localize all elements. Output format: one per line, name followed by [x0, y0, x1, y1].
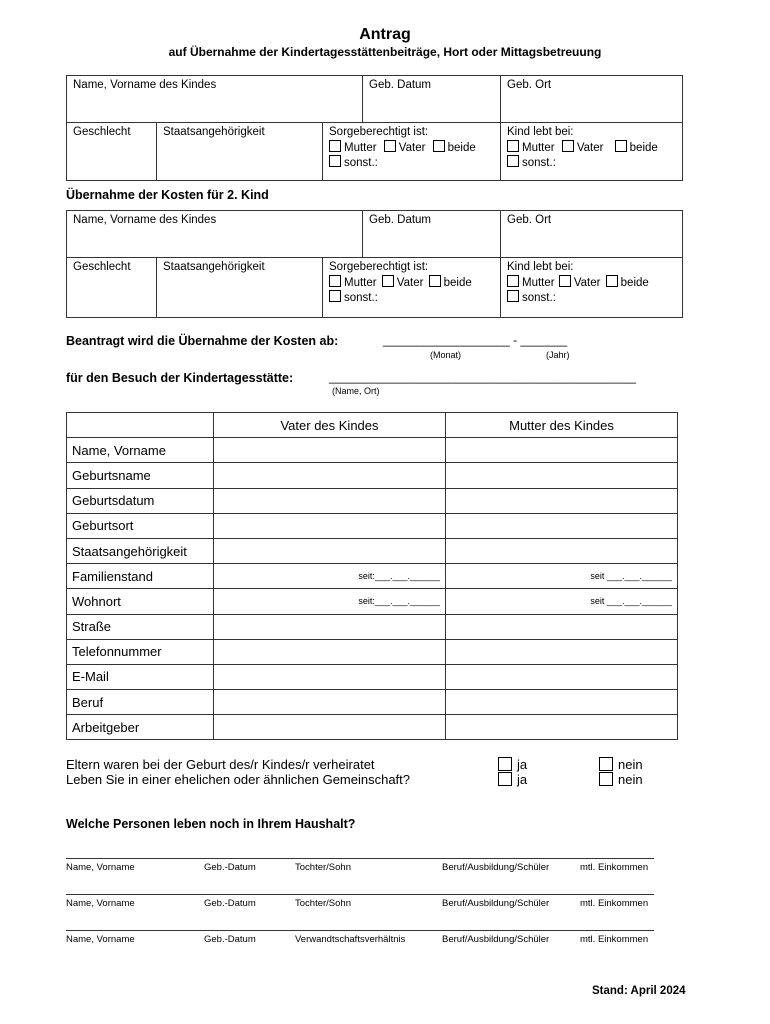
- custody-father-checkbox[interactable]: [384, 140, 396, 152]
- custody-father-label: Vater: [398, 142, 426, 154]
- parents-row-label: Beruf: [67, 690, 214, 715]
- kid2-lives-other-checkbox[interactable]: [507, 290, 519, 302]
- kid-name-field[interactable]: Name, Vorname des Kindes: [67, 76, 363, 123]
- hh3-job-label: Beruf/Ausbildung/Schüler: [442, 934, 550, 945]
- partnership-no-checkbox[interactable]: [599, 772, 613, 786]
- parents-row: [67, 463, 678, 488]
- parents-row: [67, 589, 678, 614]
- father-column-header: Vater des Kindes: [214, 413, 446, 438]
- parents-row-label: E-Mail: [67, 664, 214, 689]
- custody-mother-checkbox[interactable]: [329, 140, 341, 152]
- lives-with-label: Kind lebt bei:: [507, 126, 574, 138]
- kid2-nationality-field[interactable]: Staatsangehörigkeit: [157, 258, 323, 318]
- kid2-lives-father-checkbox[interactable]: [559, 275, 571, 287]
- kid-table-2: [66, 210, 683, 318]
- lives-both-label: beide: [629, 142, 658, 154]
- hh2-child-label: Tochter/Sohn: [295, 898, 351, 909]
- parents-row-label: Geburtsdatum: [67, 488, 214, 513]
- hh3-income-label: mtl. Einkommen: [580, 934, 649, 945]
- parents-row: [67, 513, 678, 538]
- kid2-custody-other-checkbox[interactable]: [329, 290, 341, 302]
- second-kid-heading: Übernahme der Kosten für 2. Kind: [66, 188, 269, 202]
- father-value-cell[interactable]: seit:___.___.______: [214, 564, 446, 589]
- parents-table: [66, 412, 678, 740]
- parents-row-label: Arbeitgeber: [67, 715, 214, 740]
- parents-row: [67, 639, 678, 664]
- kid2-lives-mother-checkbox[interactable]: [507, 275, 519, 287]
- mother-value-cell[interactable]: [446, 639, 678, 664]
- mother-value-cell[interactable]: [446, 614, 678, 639]
- parents-row-label: Geburtsname: [67, 463, 214, 488]
- lives-other-checkbox[interactable]: [507, 155, 519, 167]
- lives-father-checkbox[interactable]: [562, 140, 574, 152]
- kid2-birthdate-field[interactable]: Geb. Datum: [363, 211, 501, 258]
- lives-both-checkbox[interactable]: [615, 140, 627, 152]
- household-line-2[interactable]: [66, 894, 654, 895]
- custody-other-checkbox[interactable]: [329, 155, 341, 167]
- hh1-child-label: Tochter/Sohn: [295, 862, 351, 873]
- lives-father-label: Vater: [576, 142, 604, 154]
- mother-value-cell[interactable]: [446, 690, 678, 715]
- father-value-cell[interactable]: [214, 538, 446, 563]
- father-value-cell[interactable]: [214, 463, 446, 488]
- married-at-birth-question: Eltern waren bei der Geburt des/r Kindes/r verheiratet: [66, 757, 375, 772]
- kid2-custody-other-label: sonst.:: [344, 292, 378, 304]
- custody-other-label: sonst.:: [344, 157, 378, 169]
- parents-row: [67, 715, 678, 740]
- parents-row: [67, 564, 678, 589]
- lives-mother-checkbox[interactable]: [507, 140, 519, 152]
- kid2-lives-father-label: Vater: [573, 277, 601, 289]
- parents-row-label: Telefonnummer: [67, 639, 214, 664]
- household-heading: Welche Personen leben noch in Ihrem Haushalt?: [66, 817, 356, 831]
- kid2-lives-both-label: beide: [620, 277, 649, 289]
- kita-name-line[interactable]: ______________________________________________: [329, 370, 636, 384]
- start-date-label: Beantragt wird die Übernahme der Kosten ab:: [66, 334, 339, 348]
- kid2-custody-mother-checkbox[interactable]: [329, 275, 341, 287]
- kid2-custody-both-checkbox[interactable]: [429, 275, 441, 287]
- parents-row: [67, 614, 678, 639]
- hh3-relation-label: Verwandtschaftsverhältnis: [295, 934, 406, 945]
- form-date-stamp: Stand: April 2024: [592, 985, 686, 997]
- household-line-1[interactable]: [66, 858, 654, 859]
- parents-row: [67, 438, 678, 463]
- form-title: Antrag: [359, 26, 411, 43]
- kid2-lives-with-field: [501, 258, 683, 318]
- father-value-cell[interactable]: [214, 614, 446, 639]
- custody-label: Sorgeberechtigt ist:: [329, 126, 429, 138]
- mother-value-cell[interactable]: [446, 438, 678, 463]
- month-hint: (Monat): [430, 350, 462, 360]
- kid-table-1: [66, 75, 683, 181]
- kid2-lives-with-label: Kind lebt bei:: [507, 261, 574, 273]
- hh2-income-label: mtl. Einkommen: [580, 898, 649, 909]
- mother-value-cell[interactable]: [446, 488, 678, 513]
- kid2-birthplace-field[interactable]: Geb. Ort: [501, 211, 683, 258]
- lives-other-label: sonst.:: [522, 157, 556, 169]
- lives-with-field: [501, 123, 683, 181]
- kid-nationality-field[interactable]: Staatsangehörigkeit: [157, 123, 323, 181]
- kid2-lives-both-checkbox[interactable]: [606, 275, 618, 287]
- kid2-custody-mother-label: Mutter: [344, 277, 377, 289]
- hh3-birthdate-label: Geb.-Datum: [204, 934, 256, 945]
- kid-birthplace-field[interactable]: Geb. Ort: [501, 76, 683, 123]
- father-value-cell[interactable]: [214, 438, 446, 463]
- custody-both-checkbox[interactable]: [433, 140, 445, 152]
- hh1-job-label: Beruf/Ausbildung/Schüler: [442, 862, 550, 873]
- kid2-lives-mother-label: Mutter: [522, 277, 555, 289]
- father-value-cell[interactable]: [214, 690, 446, 715]
- custody-field: [323, 123, 501, 181]
- hh3-name-label: Name, Vorname: [66, 934, 135, 945]
- parents-row-label: Wohnort: [67, 589, 214, 614]
- married-no-label: nein: [618, 757, 643, 772]
- mother-value-cell[interactable]: [446, 513, 678, 538]
- partnership-no-label: nein: [618, 772, 643, 787]
- hh1-name-label: Name, Vorname: [66, 862, 135, 873]
- partnership-yes-label: ja: [517, 772, 528, 787]
- kid2-custody-father-label: Vater: [396, 277, 424, 289]
- hh2-name-label: Name, Vorname: [66, 898, 135, 909]
- year-hint: (Jahr): [546, 350, 570, 360]
- married-no-checkbox[interactable]: [599, 757, 613, 771]
- mother-value-cell[interactable]: seit ___.___.______: [446, 564, 678, 589]
- kid2-name-field[interactable]: Name, Vorname des Kindes: [67, 211, 363, 258]
- kid-gender-field[interactable]: Geschlecht: [67, 123, 157, 181]
- kita-name-hint: (Name, Ort): [332, 386, 380, 396]
- mother-value-cell[interactable]: [446, 538, 678, 563]
- parents-row-label: Staatsangehörigkeit: [67, 538, 214, 563]
- married-yes-label: ja: [517, 757, 528, 772]
- form-subtitle: auf Übernahme der Kindertagesstättenbeiträge, Hort oder Mittagsbetreuung: [168, 45, 602, 59]
- father-value-cell[interactable]: [214, 664, 446, 689]
- lives-mother-label: Mutter: [522, 142, 555, 154]
- parents-row-label: Straße: [67, 614, 214, 639]
- mother-value-cell[interactable]: [446, 463, 678, 488]
- parents-row: [67, 538, 678, 563]
- kita-visit-label: für den Besuch der Kindertagesstätte:: [66, 371, 294, 385]
- parents-row: [67, 488, 678, 513]
- parents-row-label: Familienstand: [67, 564, 214, 589]
- kid-birthdate-field[interactable]: Geb. Datum: [363, 76, 501, 123]
- married-yes-checkbox[interactable]: [498, 757, 512, 771]
- custody-both-label: beide: [447, 142, 476, 154]
- hh2-job-label: Beruf/Ausbildung/Schüler: [442, 898, 550, 909]
- hh2-birthdate-label: Geb.-Datum: [204, 898, 256, 909]
- parents-row-label: Name, Vorname: [67, 438, 214, 463]
- household-line-3[interactable]: [66, 930, 654, 931]
- mother-value-cell[interactable]: seit ___.___.______: [446, 589, 678, 614]
- parents-row: [67, 690, 678, 715]
- hh1-income-label: mtl. Einkommen: [580, 862, 649, 873]
- father-value-cell[interactable]: [214, 513, 446, 538]
- parents-row: [67, 664, 678, 689]
- hh1-birthdate-label: Geb.-Datum: [204, 862, 256, 873]
- father-value-cell[interactable]: [214, 639, 446, 664]
- parents-row-label: Geburtsort: [67, 513, 214, 538]
- parents-corner-cell: [67, 413, 214, 438]
- kid2-custody-field: [323, 258, 501, 318]
- custody-mother-label: Mutter: [344, 142, 377, 154]
- kid2-custody-father-checkbox[interactable]: [382, 275, 394, 287]
- start-date-line[interactable]: ___________________ - _______: [383, 333, 568, 347]
- kid2-custody-label: Sorgeberechtigt ist:: [329, 261, 429, 273]
- mother-value-cell[interactable]: [446, 715, 678, 740]
- father-value-cell[interactable]: [214, 715, 446, 740]
- mother-value-cell[interactable]: [446, 664, 678, 689]
- kid2-custody-both-label: beide: [443, 277, 472, 289]
- father-value-cell[interactable]: [214, 488, 446, 513]
- partnership-question: Leben Sie in einer ehelichen oder ähnlichen Gemeinschaft?: [66, 772, 411, 787]
- mother-column-header: Mutter des Kindes: [446, 413, 678, 438]
- kid2-gender-field[interactable]: Geschlecht: [67, 258, 157, 318]
- partnership-yes-checkbox[interactable]: [498, 772, 512, 786]
- kid2-lives-other-label: sonst.:: [522, 292, 556, 304]
- father-value-cell[interactable]: seit:___.___.______: [214, 589, 446, 614]
